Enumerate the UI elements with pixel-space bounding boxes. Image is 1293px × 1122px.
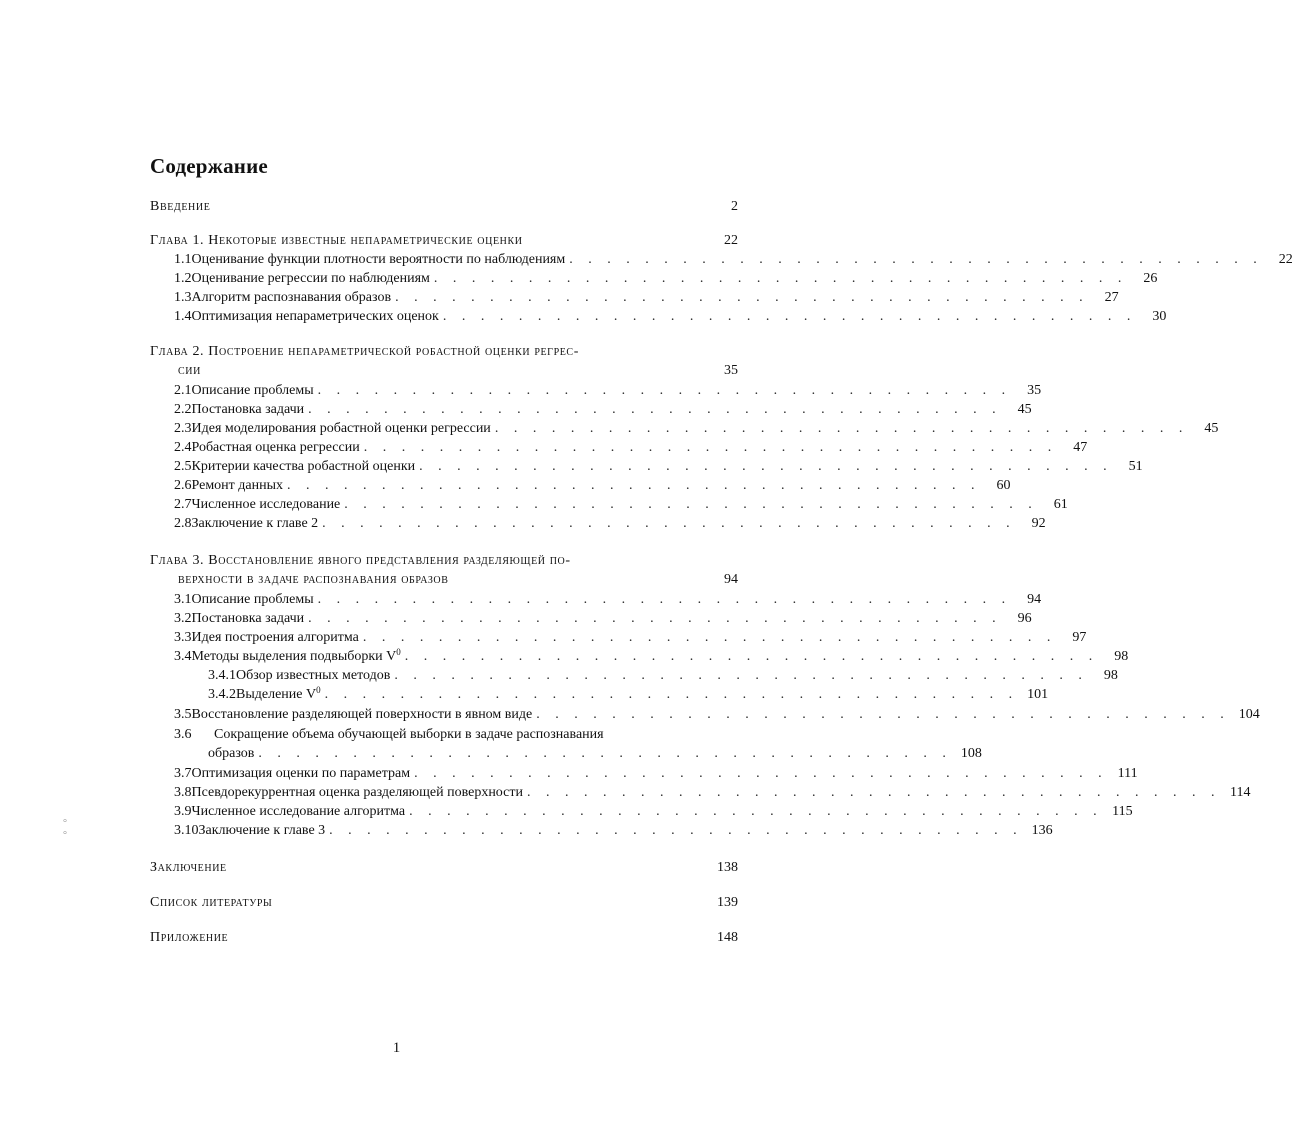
section-label-cont: образов — [208, 746, 255, 761]
toc-section-2-1: 2.1 Описание проблемы . . . . . . . . . . . . . . . . . . . . . . . . . . . . . . . . . . . . . 35 — [174, 383, 1042, 398]
section-number: 3.7 — [174, 766, 192, 781]
toc-entry-references — [150, 894, 738, 911]
toc-entry-page: 2 — [731, 199, 738, 214]
toc-chapter-page: 22 — [724, 233, 738, 248]
toc-entry-label: Список литературы — [150, 895, 273, 910]
section-page: 111 — [1117, 766, 1138, 781]
section-label: Оценивание регрессии по наблюдениям — [191, 271, 430, 286]
toc-chapter-3 — [150, 552, 738, 588]
toc-section-1-2: 1.2 Оценивание регрессии по наблюдениям . . . . . . . . . . . . . . . . . . . . . . . . . . . . . . . . . . . . . 26 — [174, 271, 1158, 286]
toc-section-1-3: 1.3 Алгоритм распознавания образов . . . . . . . . . . . . . . . . . . . . . . . . . . . . . . . . . . . . . 27 — [174, 290, 1119, 305]
toc-section-3-4: 3.4 Методы выделения подвыборки $V^0$ . . . . . . . . . . . . . . . . . . . . . . . . . . . . . . . . . . . . . 98 — [174, 647, 1129, 664]
section-number: 2.1 — [174, 383, 192, 398]
toc-section-2-6: 2.6 Ремонт данных . . . . . . . . . . . . . . . . . . . . . . . . . . . . . . . . . . . . . 60 — [174, 478, 1011, 493]
section-page: 35 — [1027, 383, 1042, 398]
section-page: 108 — [960, 746, 982, 761]
section-page: 51 — [1128, 459, 1143, 474]
section-number: 1.2 — [174, 271, 192, 286]
section-label: Обзор известных методов — [236, 668, 391, 683]
section-page: 92 — [1031, 516, 1046, 531]
toc-entry-page: 138 — [717, 860, 738, 875]
toc-section-3-3: 3.3 Идея построения алгоритма . . . . . . . . . . . . . . . . . . . . . . . . . . . . . . . . . . . . . 97 — [174, 630, 1087, 645]
toc-section-2-8: 2.8 Заключение к главе 2 . . . . . . . . . . . . . . . . . . . . . . . . . . . . . . . . . . . . . 92 — [174, 516, 1046, 531]
toc-section-2-5: 2.5 Критерии качества робастной оценки . . . . . . . . . . . . . . . . . . . . . . . . . . . . . . . . . . . . . 51 — [174, 459, 1143, 474]
page-title: Содержание — [150, 154, 268, 178]
toc-entry-label: Заключение — [150, 860, 227, 875]
section-label-text: Методы выделения подвыборки V — [191, 649, 397, 664]
section-number: 3.4 — [174, 649, 192, 664]
toc-section-3-7: 3.7 Оптимизация оценки по параметрам . . . . . . . . . . . . . . . . . . . . . . . . . . . . . . . . . . . . . 111 — [174, 766, 1138, 781]
section-number: 3.6 — [174, 727, 192, 742]
section-label: Идея моделирования робастной оценки регрессии — [191, 421, 491, 436]
section-label: Алгоритм распознавания образов — [191, 290, 392, 305]
section-label: Восстановление разделяющей поверхности в явном виде — [191, 707, 533, 722]
toc-subsection-3-4-2: 3.4.2 Выделение $V^0$ . . . . . . . . . . . . . . . . . . . . . . . . . . . . . . . . . . . . . 101 — [208, 685, 1049, 702]
section-page: 47 — [1073, 440, 1088, 455]
section-label: Оптимизация оценки по параметрам — [191, 766, 411, 781]
toc-chapter-label-cont: сии — [178, 363, 201, 378]
superscript: 0 — [316, 685, 321, 695]
page-number: 1 — [392, 1040, 401, 1056]
section-page: 115 — [1112, 804, 1133, 819]
toc-section-3-8: 3.8 Псевдорекуррентная оценка разделяющей поверхности . . . . . . . . . . . . . . . . . . . . . . . . . . . . . . . . . . . . . 114 — [174, 785, 1251, 800]
section-number: 2.7 — [174, 497, 192, 512]
section-number: 3.4.1 — [208, 668, 236, 683]
section-label: Ремонт данных — [191, 478, 284, 493]
section-page: 101 — [1027, 687, 1049, 702]
section-number: 2.6 — [174, 478, 192, 493]
toc-section-1-1: 1.1 Оценивание функции плотности вероятности по наблюдениям . . . . . . . . . . . . . . . . . . . . . . . . . . . . . . . . . . . . . 22 — [174, 252, 1293, 267]
section-page: 45 — [1204, 421, 1219, 436]
section-page: 98 — [1114, 649, 1129, 664]
section-page: 61 — [1053, 497, 1068, 512]
section-number: 3.8 — [174, 785, 192, 800]
toc-chapter-2 — [150, 343, 738, 379]
toc-chapter-label: Глава 3. Восстановление явного представления разделяющей по- — [150, 553, 571, 568]
section-page: 27 — [1104, 290, 1119, 305]
section-page: 104 — [1238, 707, 1260, 722]
section-label: Оценивание функции плотности вероятности по наблюдениям — [191, 252, 566, 267]
section-label: Описание проблемы — [191, 592, 314, 607]
toc-entry-page: 139 — [717, 895, 738, 910]
scan-artifact: ° — [63, 830, 67, 841]
toc-section-3-1: 3.1 Описание проблемы . . . . . . . . . . . . . . . . . . . . . . . . . . . . . . . . . . . . . 94 — [174, 592, 1042, 607]
toc-chapter-page: 94 — [724, 572, 738, 587]
toc-entry-conclusion — [150, 859, 738, 876]
section-number: 1.4 — [174, 309, 192, 324]
section-page: 45 — [1017, 402, 1032, 417]
section-label: Численное исследование — [191, 497, 341, 512]
section-label — [236, 686, 321, 703]
section-number: 3.3 — [174, 630, 192, 645]
section-number: 2.4 — [174, 440, 192, 455]
toc-section-3-6: 3.6 Сокращение объема обучающей выборки в задаче распознавания образов . . . . . . . . . . . . . . . . . . . . . . . . . . . . . . . . . . . . . 108 — [174, 727, 982, 761]
toc-entry-label: Приложение — [150, 930, 229, 945]
toc-section-3-10: 3.10 Заключение к главе 3 . . . . . . . . . . . . . . . . . . . . . . . . . . . . . . . . . . . . . 136 — [174, 823, 1053, 838]
toc-entry-page: 148 — [717, 930, 738, 945]
section-number: 1.1 — [174, 252, 192, 267]
section-label: Заключение к главе 3 — [198, 823, 326, 838]
toc-section-2-7: 2.7 Численное исследование . . . . . . . . . . . . . . . . . . . . . . . . . . . . . . . . . . . . . 61 — [174, 497, 1068, 512]
section-number: 3.4.2 — [208, 687, 236, 702]
section-label: Критерии качества робастной оценки — [191, 459, 416, 474]
section-label: Постановка задачи — [191, 402, 305, 417]
toc-section-3-5: 3.5 Восстановление разделяющей поверхности в явном виде . . . . . . . . . . . . . . . . . . . . . . . . . . . . . . . . . . . . . 104 — [174, 707, 1260, 722]
section-label: Робастная оценка регрессии — [191, 440, 360, 455]
toc-section-2-3: 2.3 Идея моделирования робастной оценки регрессии . . . . . . . . . . . . . . . . . . . . . . . . . . . . . . . . . . . . . 45 — [174, 421, 1219, 436]
section-number: 2.5 — [174, 459, 192, 474]
toc-section-3-2: 3.2 Постановка задачи . . . . . . . . . . . . . . . . . . . . . . . . . . . . . . . . . . . . . 96 — [174, 611, 1032, 626]
section-label: Численное исследование алгоритма — [191, 804, 406, 819]
section-page: 136 — [1031, 823, 1053, 838]
section-number: 1.3 — [174, 290, 192, 305]
toc-section-3-9: 3.9 Численное исследование алгоритма . . . . . . . . . . . . . . . . . . . . . . . . . . . . . . . . . . . . . 115 — [174, 804, 1133, 819]
section-page: 60 — [996, 478, 1011, 493]
section-number: 3.1 — [174, 592, 192, 607]
toc-section-2-4: 2.4 Робастная оценка регрессии . . . . . . . . . . . . . . . . . . . . . . . . . . . . . . . . . . . . . 47 — [174, 440, 1088, 455]
section-number: 2.2 — [174, 402, 192, 417]
toc-chapter-label: Глава 2. Построение непараметрической робастной оценки регрес- — [150, 344, 579, 359]
toc-chapter-page: 35 — [724, 363, 738, 378]
section-page: 97 — [1072, 630, 1087, 645]
section-number: 2.8 — [174, 516, 192, 531]
section-label: Описание проблемы — [191, 383, 314, 398]
section-number: 3.5 — [174, 707, 192, 722]
section-label-text: Выделение V — [236, 687, 317, 702]
section-label: Идея построения алгоритма — [191, 630, 359, 645]
section-label: Сокращение объема обучающей выборки в задаче распознавания — [214, 727, 604, 742]
section-page: 30 — [1152, 309, 1167, 324]
section-label: Заключение к главе 2 — [191, 516, 319, 531]
section-label: Постановка задачи — [191, 611, 305, 626]
superscript: 0 — [396, 647, 401, 657]
toc-chapter-1 — [150, 232, 738, 249]
toc-subsection-3-4-1: 3.4.1 Обзор известных методов . . . . . . . . . . . . . . . . . . . . . . . . . . . . . . . . . . . . . 98 — [208, 668, 1118, 683]
section-page: 22 — [1278, 252, 1293, 267]
section-page: 94 — [1027, 592, 1042, 607]
toc-entry-appendix — [150, 929, 738, 946]
toc-chapter-label: Глава 1. Некоторые известные непараметрические оценки — [150, 233, 523, 248]
section-page: 98 — [1103, 668, 1118, 683]
section-label: Оптимизация непараметрических оценок — [191, 309, 439, 324]
scan-artifact: ° — [63, 818, 67, 829]
section-number: 2.3 — [174, 421, 192, 436]
section-number: 3.9 — [174, 804, 192, 819]
section-label: Псевдорекуррентная оценка разделяющей поверхности — [191, 785, 523, 800]
toc-entry-intro — [150, 198, 738, 215]
toc-section-1-4: 1.4 Оптимизация непараметрических оценок . . . . . . . . . . . . . . . . . . . . . . . . . . . . . . . . . . . . . 30 — [174, 309, 1167, 324]
toc-entry-label: Введение — [150, 199, 211, 214]
section-label — [192, 648, 401, 665]
section-number: 3.2 — [174, 611, 192, 626]
toc-chapter-label-cont: верхности в задаче распознавания образов — [178, 572, 449, 587]
section-page: 114 — [1230, 785, 1251, 800]
section-number: 3.10 — [174, 823, 199, 838]
toc-section-2-2: 2.2 Постановка задачи . . . . . . . . . . . . . . . . . . . . . . . . . . . . . . . . . . . . . 45 — [174, 402, 1032, 417]
section-page: 96 — [1017, 611, 1032, 626]
section-page: 26 — [1143, 271, 1158, 286]
